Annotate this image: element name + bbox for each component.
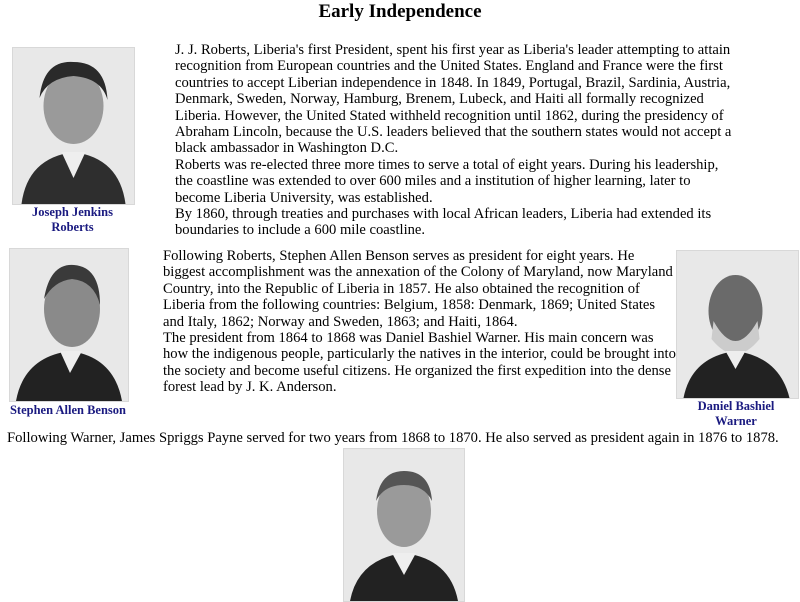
paragraph: Roberts was re-elected three more times to serve a total of eight years. During his leadership, the coastline was extended to over 600 miles and a institution of higher learning, later to become Liberia University, was established.	[175, 156, 719, 206]
caption-line: Daniel Bashiel	[697, 399, 775, 413]
caption-line: Joseph Jenkins	[32, 205, 113, 219]
paragraph: The president from 1864 to 1868 was Daniel Bashiel Warner. His main concern was how the indigenous people, particularly the natives in the interior, could be brought into the society and become useful citizens. He organized the first expedition into the dense forest lead by J. K. Anderson.	[163, 330, 676, 396]
portrait-james-spriggs-payne	[343, 448, 465, 602]
caption-line: Warner	[715, 414, 757, 428]
caption-daniel-bashiel-warner	[672, 399, 800, 429]
portrait-joseph-jenkins-roberts	[12, 47, 135, 205]
caption-stephen-allen-benson: Stephen Allen Benson	[9, 403, 126, 417]
roberts-text	[175, 42, 735, 239]
portrait-daniel-bashiel-warner	[676, 250, 799, 399]
page-title: Early Independence	[318, 1, 482, 22]
paragraph: Following Roberts, Stephen Allen Benson serves as president for eight years. He biggest accomplishment was the annexation of the Colony of Maryland, now Maryland Country, into the Republic of Liberia in 1857. He also obtained the recognition of Liberia from the following countries: Belgium, 1858: Denmark, 1869; United States and Italy, 1862; Norway and Sweden, 1863; and Haiti, 1864.	[163, 248, 673, 330]
payne-text: Following Warner, James Spriggs Payne served for two years from 1868 to 1870. He also served as president again in 1876 to 1878.	[7, 430, 779, 446]
paragraph: By 1860, through treaties and purchases with local African leaders, Liberia had extended its boundaries to include a 600 mile coastline.	[175, 206, 712, 239]
benson-warner-text	[163, 248, 678, 396]
caption-line: Roberts	[51, 220, 94, 234]
caption-joseph-jenkins-roberts	[10, 205, 135, 235]
paragraph: J. J. Roberts, Liberia's first President, spent his first year as Liberia's leader attempting to attain recognition from European countries and the United States. England and France were the first countries to accept Liberian independence in 1848. In 1849, Portugal, Brazil, Sardinia, Austria, Denmark, Sweden, Norway, Hamburg, Brenem, Lubeck, and Haiti all formally recognized Liberia. However, the United Stated withheld recognition until 1862, during the presidency of Abraham Lincoln, because the U.S. leaders believed that the southern states would not accept a black ambassador in Washington D.C.	[175, 42, 732, 157]
portrait-stephen-allen-benson	[9, 248, 129, 402]
